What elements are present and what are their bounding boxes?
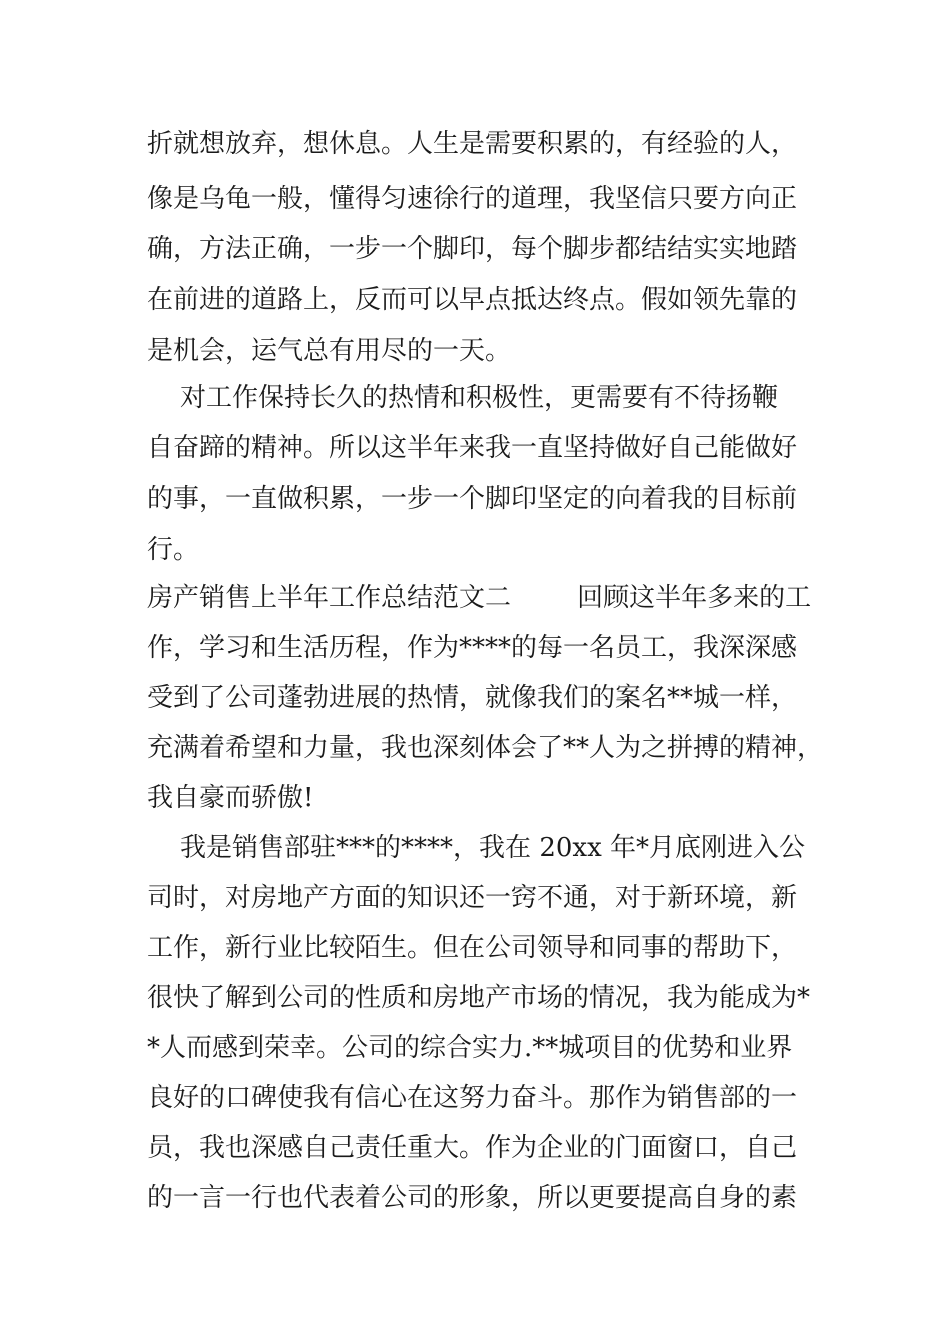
text-line: 受到了公司蓬勃进展的热情，就像我们的案名**城一样， — [147, 683, 798, 713]
text-line: 我自豪而骄傲! — [147, 783, 314, 813]
section-heading-line: 房产销售上半年工作总结范文二 回顾这半年多来的工 — [147, 583, 812, 613]
text-line: 工作，新行业比较陌生。但在公司领导和同事的帮助下， — [147, 933, 798, 963]
text-line: 司时，对房地产方面的知识还一窍不通，对于新环境，新 — [147, 883, 798, 913]
text-line: 对工作保持长久的热情和积极性，更需要有不待扬鞭 — [147, 383, 779, 413]
text-line: 像是乌龟一般，懂得匀速徐行的道理，我坚信只要方向正 — [147, 184, 798, 214]
text-line: 是机会，运气总有用尽的一天。 — [147, 336, 512, 366]
text-line: 很快了解到公司的性质和房地产市场的情况，我为能成为* — [147, 983, 811, 1013]
text-line: 良好的口碑使我有信心在这努力奋斗。那作为销售部的一 — [147, 1083, 798, 1113]
text-line: 员，我也深感自己责任重大。作为企业的门面窗口，自己 — [147, 1133, 798, 1163]
text-line: 自奋蹄的精神。所以这半年来我一直坚持做好自己能做好 — [147, 433, 798, 463]
text-line: *人而感到荣幸。公司的综合实力.**城项目的优势和业界 — [147, 1033, 793, 1063]
text-line: 确，方法正确，一步一个脚印，每个脚步都结结实实地踏 — [147, 234, 798, 264]
text-line: 的事，一直做积累，一步一个脚印坚定的向着我的目标前 — [147, 484, 798, 514]
text-line: 充满着希望和力量，我也深刻体会了**人为之拼搏的精神， — [147, 733, 824, 763]
text-line: 在前进的道路上，反而可以早点抵达终点。假如领先靠的 — [147, 285, 798, 315]
text-line: 我是销售部驻***的****，我在 20xx 年*月底刚进入公 — [147, 833, 805, 863]
text-line: 作，学习和生活历程，作为****的每一名员工，我深深感 — [147, 633, 798, 663]
text-line: 行。 — [147, 535, 200, 565]
text-line: 折就想放弃，想休息。人生是需要积累的，有经验的人， — [147, 129, 798, 159]
text-line: 的一言一行也代表着公司的形象，所以更要提高自身的素 — [147, 1183, 798, 1213]
